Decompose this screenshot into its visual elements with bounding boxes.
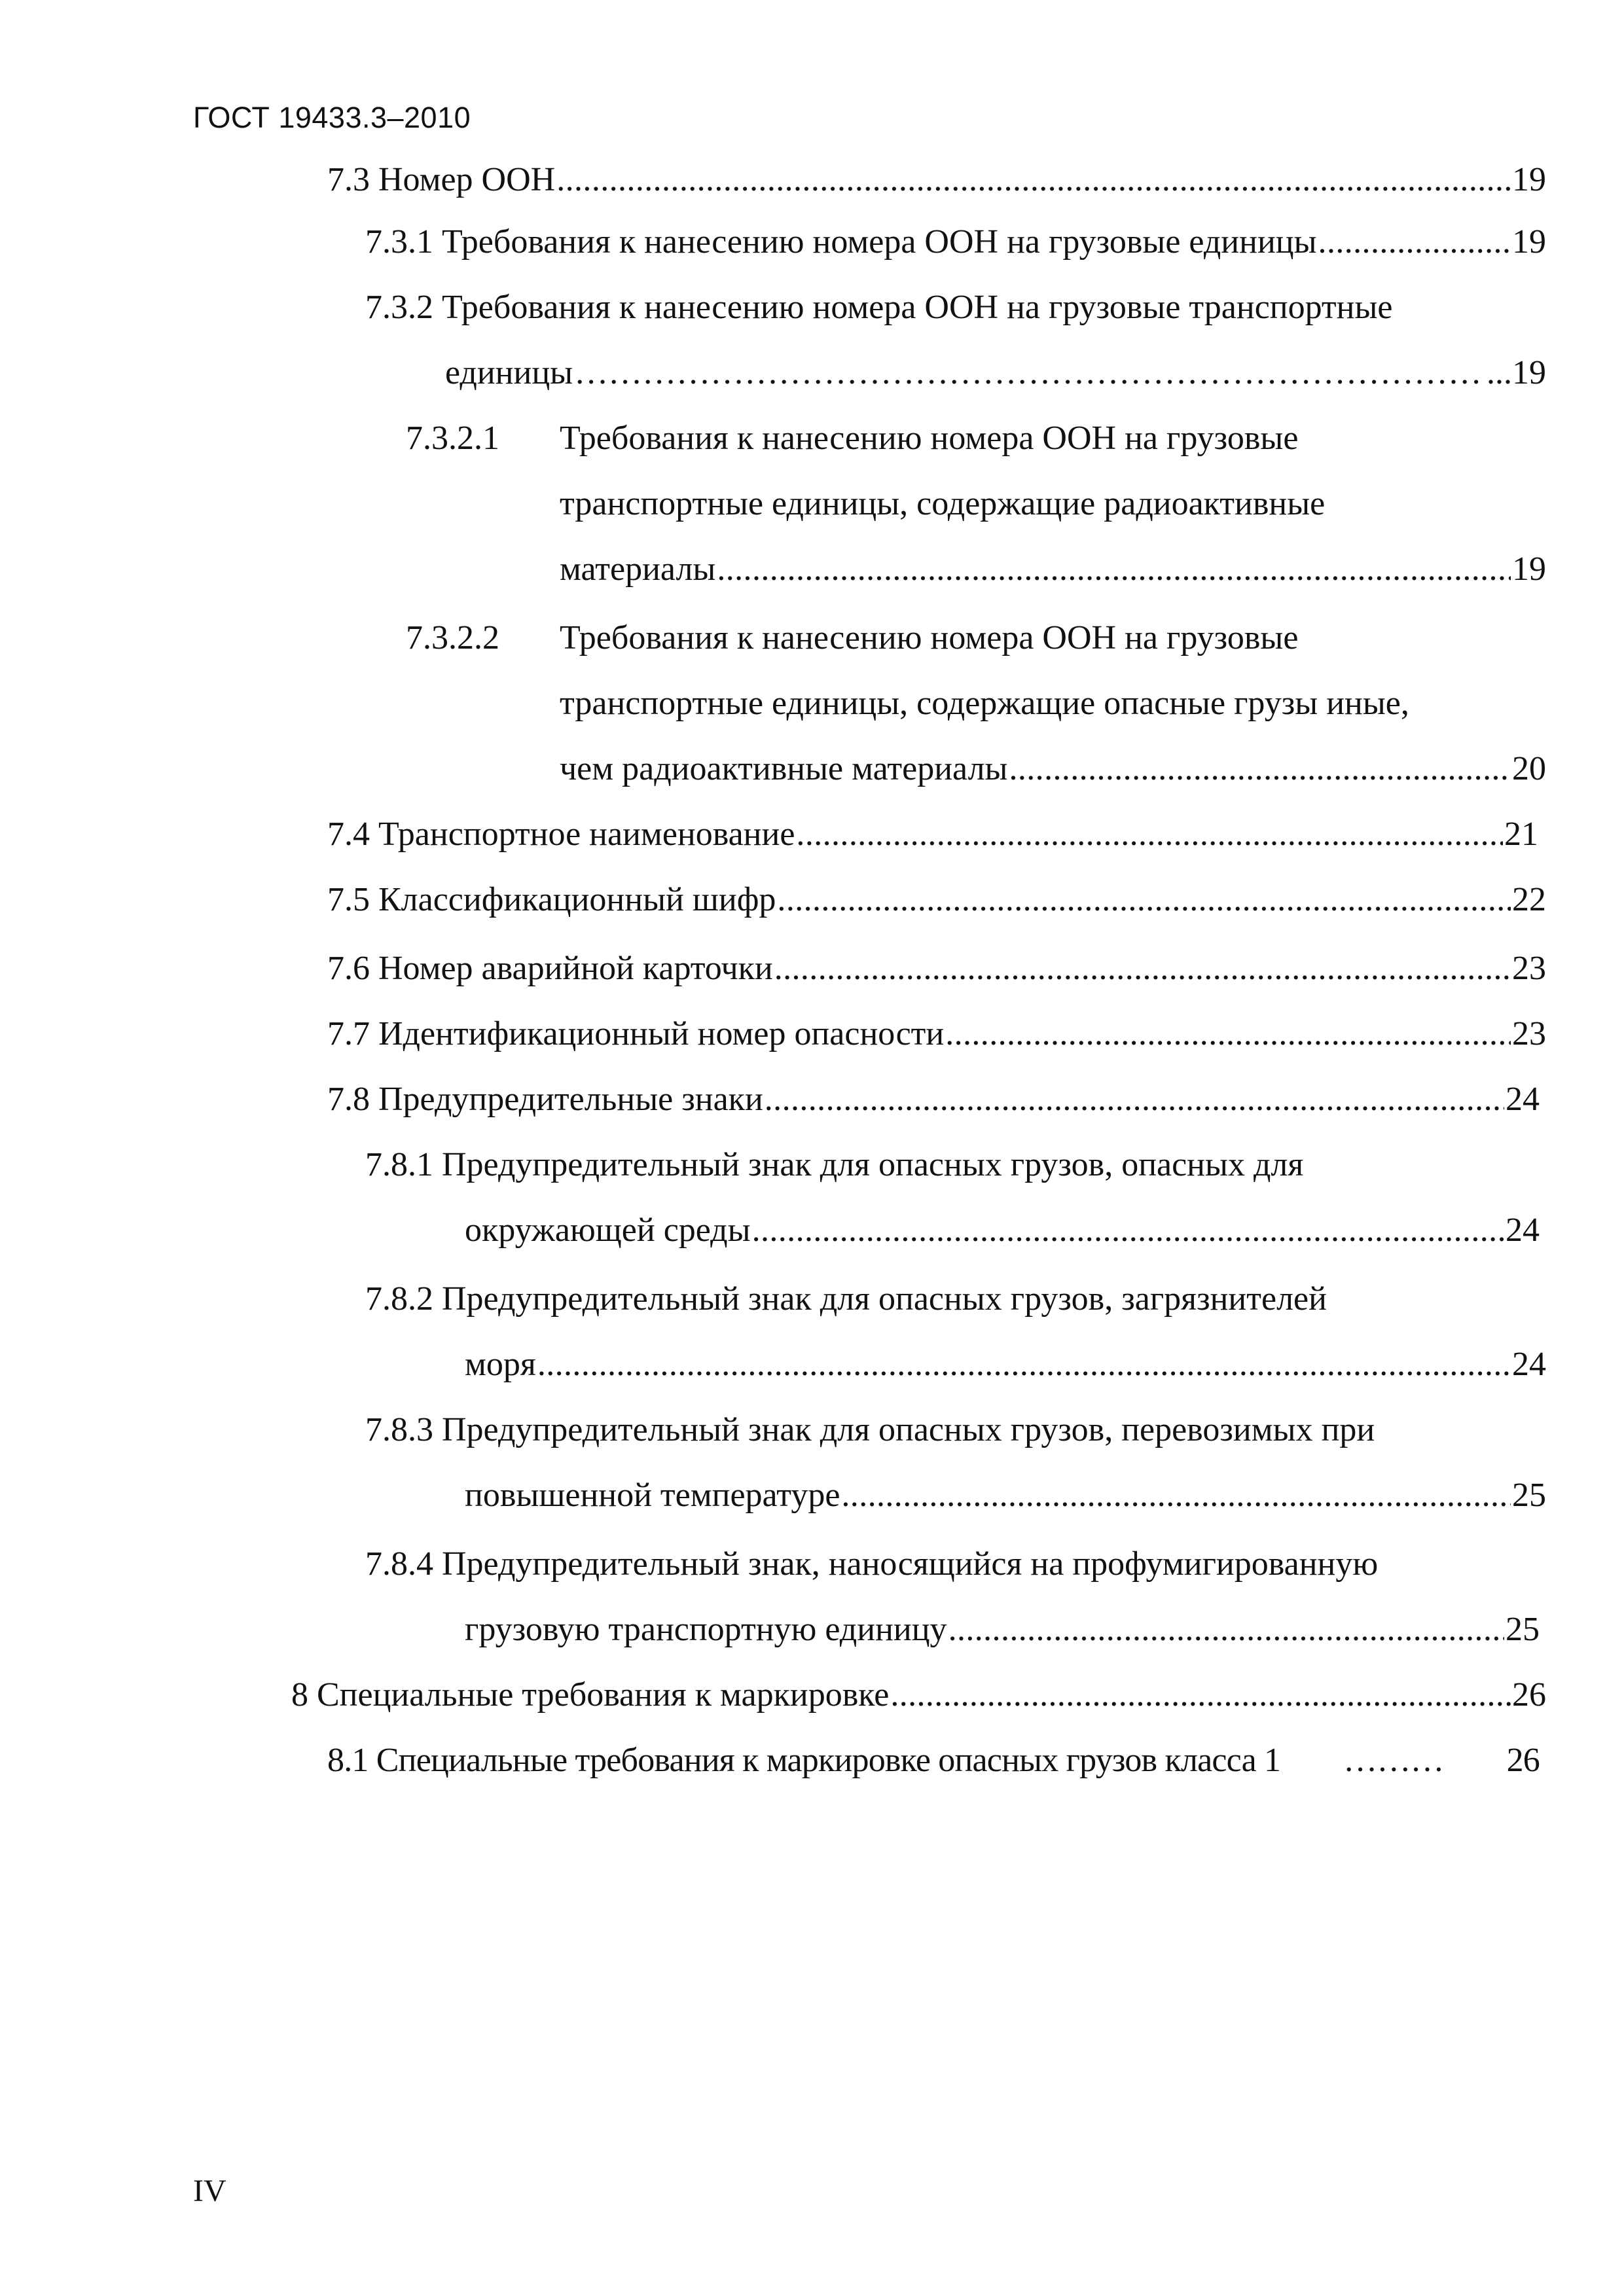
toc-entry-title: окружающей среды [465, 1211, 751, 1249]
toc-entry-7-7[interactable] [327, 1014, 1546, 1054]
dot-leader [777, 880, 1511, 920]
toc-page-number: 26 [1506, 1742, 1540, 1779]
toc-entry-7-8-3-line1[interactable]: 7.8.3 Предупредительный знак для опасных грузов, перевозимых при [365, 1411, 1375, 1448]
toc-entry-7-8-1[interactable] [465, 1211, 1540, 1250]
toc-page-number: 26 [1512, 1676, 1546, 1713]
dot-leader [948, 1610, 1504, 1649]
toc-page-number: 24 [1506, 1211, 1540, 1249]
dot-leader [796, 815, 1503, 854]
toc-page-number: 19 [1512, 354, 1546, 391]
dot-leader [841, 1476, 1511, 1515]
dot-leader [774, 949, 1511, 988]
toc-page-number: 23 [1512, 950, 1546, 987]
toc-entry-7-3-1[interactable] [365, 223, 1546, 262]
toc-entry-title: 7.4 Транспортное наименование [327, 816, 795, 853]
toc-page-number: 19 [1512, 161, 1546, 198]
toc-entry-title: 7.6 Номер аварийной карточки [327, 950, 773, 987]
dot-leader [890, 1676, 1511, 1715]
toc-entry-7-3-2-2[interactable] [560, 749, 1546, 789]
dot-leader [765, 1080, 1504, 1119]
toc-page-number: 23 [1512, 1015, 1546, 1052]
toc-page-number: 19 [1512, 550, 1546, 588]
dot-tail: ... [1487, 354, 1512, 391]
document-header: ГОСТ 19433.3–2010 [193, 101, 471, 134]
toc-entry-title: чем радиоактивные материалы [560, 750, 1008, 787]
toc-entry-7-8-4-line1[interactable]: 7.8.4 Предупредительный знак, наносящийся на профумигированную [365, 1545, 1379, 1583]
ellipsis-leader: ……… [1343, 1742, 1444, 1779]
toc-entry-7-8[interactable] [327, 1080, 1540, 1119]
toc-entry-7-3-2-1-line1[interactable]: Требования к нанесению номера ООН на грузовые [560, 420, 1299, 457]
toc-entry-8[interactable] [291, 1676, 1546, 1715]
toc-page-number: 21 [1504, 816, 1538, 853]
toc-entry-title: моря [465, 1346, 536, 1383]
page-number: IV [193, 2174, 226, 2208]
toc-entry-title: грузовую транспортную единицу [465, 1611, 947, 1648]
toc-entry-title: 7.7 Идентификационный номер опасности [327, 1015, 945, 1052]
toc-entry-title: 7.5 Классификационный шифр [327, 881, 776, 918]
toc-entry-7-4[interactable] [327, 815, 1538, 854]
dot-leader [537, 1345, 1511, 1384]
toc-page-number: 20 [1512, 750, 1546, 787]
dot-leader [752, 1211, 1504, 1250]
toc-entry-7-3-2-1-number: 7.3.2.1 [406, 420, 499, 457]
toc-page-number: 25 [1506, 1611, 1540, 1648]
toc-entry-8-1[interactable] [327, 1741, 1540, 1780]
toc-entry-7-3-2[interactable] [445, 353, 1546, 393]
toc-entry-7-8-4[interactable] [465, 1610, 1540, 1649]
dot-leader [717, 550, 1511, 589]
toc-entry-7-3-2-line1[interactable]: 7.3.2 Требования к нанесению номера ООН на грузовые транспортные [365, 289, 1393, 326]
toc-entry-7-3-2-2-line1[interactable]: Требования к нанесению номера ООН на грузовые [560, 619, 1299, 656]
toc-entry-7-8-3[interactable] [465, 1476, 1546, 1515]
toc-page-number: 25 [1512, 1477, 1546, 1514]
toc-entry-7-3-2-1[interactable] [560, 550, 1546, 589]
toc-entry-title: материалы [560, 550, 716, 588]
toc-entry-title: 8.1 Специальные требования к маркировке опасных грузов класса 1 [327, 1742, 1281, 1779]
toc-entry-7-3[interactable] [327, 160, 1546, 200]
toc-entry-7-5[interactable] [327, 880, 1546, 920]
toc-entry-title: повышенной температуре [465, 1477, 840, 1514]
toc-entry-7-8-2[interactable] [465, 1345, 1546, 1384]
toc-entry-7-3-2-2-line2[interactable]: транспортные единицы, содержащие опасные грузы иные, [560, 685, 1409, 722]
toc-page-number: 19 [1512, 223, 1546, 260]
toc-entry-title: 7.3.1 Требования к нанесению номера ООН на грузовые единицы [365, 223, 1317, 260]
toc-page-number: 24 [1512, 1346, 1546, 1383]
toc-entry-7-3-2-2-number: 7.3.2.2 [406, 619, 499, 656]
toc-entry-title: 7.3 Номер ООН [327, 161, 556, 198]
dot-leader [1318, 223, 1511, 262]
toc-entry-7-6[interactable] [327, 949, 1546, 988]
toc-page-number: 22 [1512, 881, 1546, 918]
dot-leader [945, 1014, 1511, 1054]
toc-entry-title: 8 Специальные требования к маркировке [291, 1676, 890, 1713]
toc-entry-title: 7.8 Предупредительные знаки [327, 1081, 763, 1118]
ellipsis-leader [574, 353, 1485, 393]
toc-entry-7-3-2-1-line2[interactable]: транспортные единицы, содержащие радиоактивные [560, 485, 1326, 522]
toc-entry-7-8-2-line1[interactable]: 7.8.2 Предупредительный знак для опасных грузов, загрязнителей [365, 1280, 1327, 1318]
toc-page-number: 24 [1506, 1081, 1540, 1118]
dot-leader [556, 160, 1511, 200]
toc-entry-7-8-1-line1[interactable]: 7.8.1 Предупредительный знак для опасных грузов, опасных для [365, 1146, 1304, 1183]
dot-leader [1009, 749, 1511, 789]
toc-entry-title: единицы [445, 354, 573, 391]
